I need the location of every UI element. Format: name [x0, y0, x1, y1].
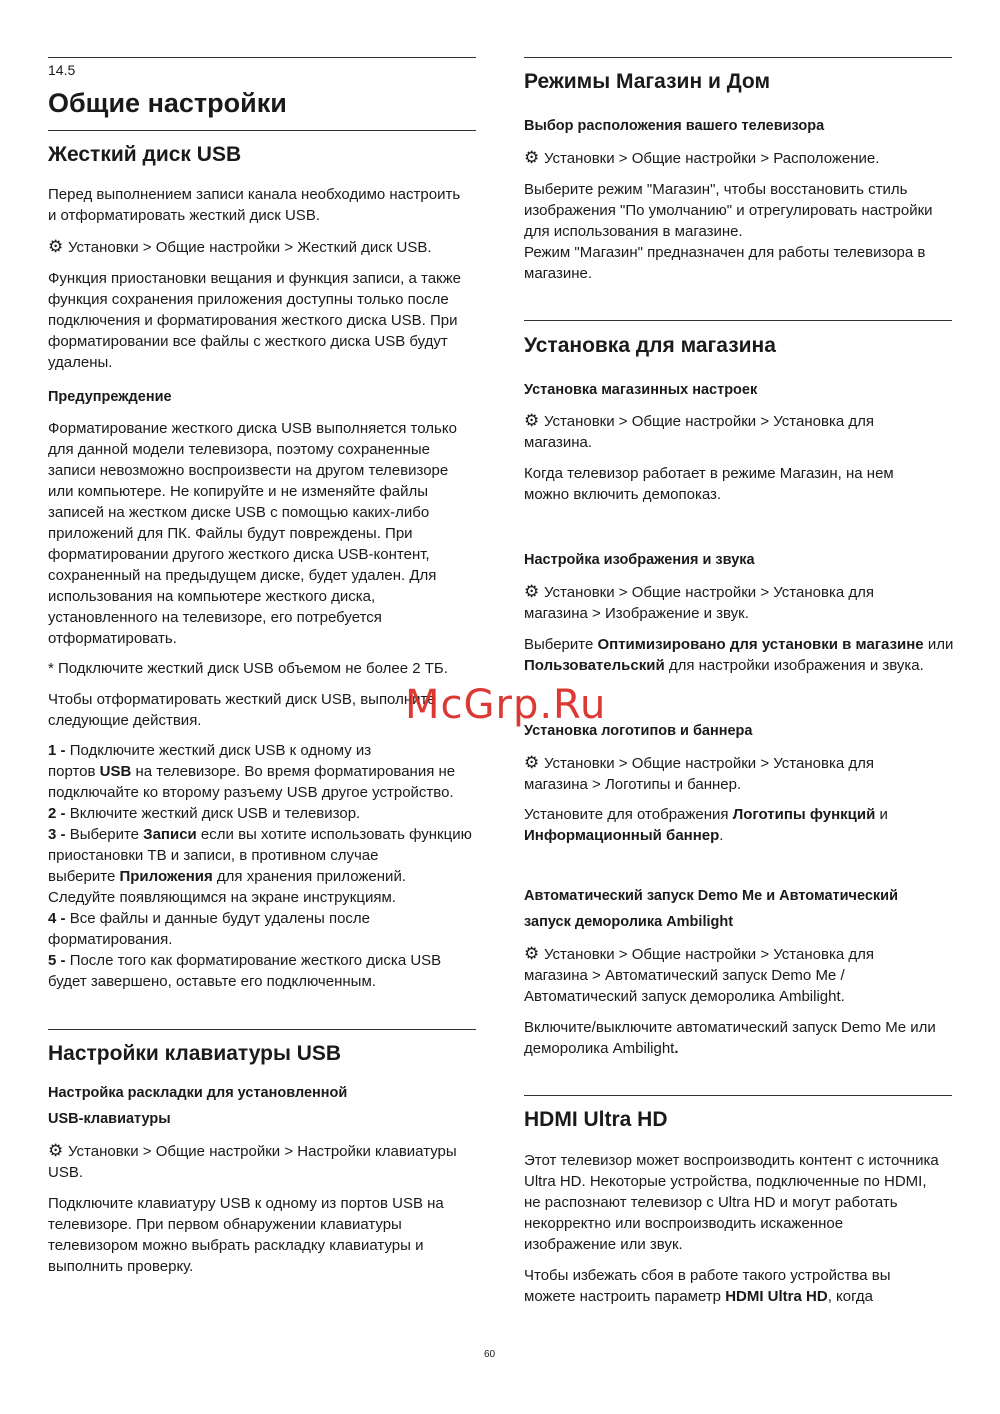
- text-run: для хранения приложений. Следуйте появляющимся на экране инструкциям.: [48, 868, 406, 906]
- hdmi-text-1: Этот телевизор может воспроизводить контент с источника Ultra HD. Некоторые устройства, подключенные по HDMI, не распознают телевизор с Ultra HD и могут работать некорректно или воспроизводить искаженное изображение или звук.: [524, 1152, 939, 1253]
- text-run: .: [719, 827, 724, 844]
- keyboard-text: Подключите клавиатуру USB к одному из портов USB на телевизоре. При первом обнаружении клавиатуры телевизором можно выбрать раскладку клавиатуры и выполнить проверку.: [48, 1195, 444, 1275]
- text-run: Включите жесткий диск USB и телевизор.: [69, 805, 361, 822]
- gear-icon: ⚙: [524, 411, 540, 431]
- divider: [524, 320, 952, 321]
- path-text: Установки > Общие настройки > Жесткий диск USB.: [68, 239, 432, 256]
- divider: [48, 130, 476, 131]
- settings-path: [524, 944, 874, 1007]
- usb-disk-functions: Функция приостановки вещания и функция записи, а также функция сохранения приложения доступны только после подключения и форматирования жесткого диска USB. При форматировании все файлы с жесткого диска USB будут удалены.: [48, 270, 461, 371]
- bold-text: 1 -: [48, 742, 70, 759]
- heading-hdmi: HDMI Ultra HD: [524, 1108, 668, 1131]
- bold-text: .: [674, 1040, 679, 1057]
- format-step: [48, 950, 472, 992]
- text-run: на телевизоре. Во время форматирования не подключайте ко второму разъему USB другое устройство.: [48, 763, 456, 801]
- bold-text: Оптимизировано для установки в магазине: [597, 636, 924, 653]
- bold-text: USB: [99, 763, 132, 780]
- page-title: Общие настройки: [48, 88, 287, 118]
- settings-path: [524, 753, 874, 795]
- settings-path: [524, 411, 874, 453]
- format-step: [48, 803, 472, 824]
- heading-usb-keyboard: Настройки клавиатуры USB: [48, 1042, 342, 1065]
- settings-path: [48, 237, 432, 258]
- size-note: * Подключите жесткий диск USB объемом не более 2 ТБ.: [48, 660, 448, 677]
- text-run: Чтобы избежать сбоя в работе такого устройства вы можете настроить параметр: [524, 1267, 891, 1305]
- bold-text: Логотипы функций: [732, 806, 876, 823]
- logos-subheading: Установка логотипов и баннера: [524, 723, 753, 739]
- bold-text: 3 -: [48, 826, 70, 843]
- path-text: Установки > Общие настройки > Установка для магазина > Изображение и звук.: [524, 584, 874, 622]
- text-run: Все файлы и данные будут удалены после форматирования.: [48, 910, 371, 948]
- text-run: , когда: [827, 1288, 874, 1305]
- gear-icon: ⚙: [48, 237, 64, 257]
- text-run: для настройки изображения и звука.: [664, 657, 924, 674]
- bold-text: Информационный баннер: [524, 827, 720, 844]
- path-text: Установки > Общие настройки > Установка для магазина > Логотипы и баннер.: [524, 755, 874, 793]
- path-text: Установки > Общие настройки > Настройки клавиатуры USB.: [48, 1143, 457, 1181]
- bold-text: Приложения: [119, 868, 213, 885]
- keyboard-subheading: Настройка раскладки для установленной USB-клавиатуры: [48, 1085, 348, 1127]
- gear-icon: ⚙: [524, 753, 540, 773]
- text-run: Выберите: [69, 826, 144, 843]
- demo-subheading: Автоматический запуск Demo Me и Автоматический запуск деморолика Ambilight: [524, 888, 898, 930]
- path-text: Установки > Общие настройки > Расположение.: [544, 150, 880, 167]
- heading-modes: Режимы Магазин и Дом: [524, 70, 771, 93]
- bold-text: HDMI Ultra HD: [725, 1288, 828, 1305]
- format-intro: Чтобы отформатировать жесткий диск USB, выполните следующие действия.: [48, 691, 436, 729]
- heading-usb-disk: Жесткий диск USB: [48, 143, 242, 166]
- warning-text: Форматирование жесткого диска USB выполняется только для данной модели телевизора, поэтому сохраненные записи невозможно воспроизвести на другом телевизоре или компьютере. Не копируйте и не изменяйте файлы записей на жестком диске USB с помощью каких-либо приложений для ПК. Файлы будут повреждены. При форматировании другого жесткого диска USB-контент, сохраненный на предыдущем диске, будет удален. Для использования на компьютере жесткого диска, установленного на телевизоре, его потребуется отформатировать.: [48, 420, 457, 647]
- text-run: Установите для отображения: [524, 806, 733, 823]
- logos-text: [524, 804, 888, 846]
- watermark-logo: McGrp.Ru: [405, 682, 607, 728]
- gear-icon: ⚙: [524, 148, 540, 168]
- section-number: 14.5: [48, 62, 76, 78]
- usb-disk-intro: Перед выполнением записи канала необходимо настроить и отформатировать жесткий диск USB.: [48, 186, 461, 224]
- path-text: Установки > Общие настройки > Установка для магазина.: [524, 413, 874, 451]
- text-run: Включите/выключите автоматический запуск Demo Me или деморолика Ambilight: [524, 1019, 936, 1057]
- settings-path: [524, 148, 879, 169]
- path-text: Установки > Общие настройки > Установка для магазина > Автоматический запуск Demo Me / Автоматический запуск деморолика Ambilight.: [524, 946, 874, 1005]
- format-step: [48, 740, 472, 803]
- bold-text: 2 -: [48, 805, 70, 822]
- modes-subheading: Выбор расположения вашего телевизора: [524, 118, 825, 134]
- settings-path: [524, 582, 874, 624]
- divider: [524, 1095, 952, 1096]
- text-run: Выберите: [524, 636, 598, 653]
- gear-icon: ⚙: [524, 582, 540, 602]
- text-run: если вы хотите использовать функцию приостановки ТВ и записи, в противном случае выберите: [48, 826, 472, 885]
- divider: [524, 57, 952, 58]
- format-step: [48, 824, 472, 908]
- format-steps: [48, 740, 472, 992]
- page-number: 60: [484, 1349, 496, 1360]
- gear-icon: ⚙: [48, 1141, 64, 1161]
- divider: [48, 57, 476, 58]
- shop-settings-subheading: Установка магазинных настроек: [524, 382, 758, 398]
- settings-path: [48, 1141, 457, 1183]
- text-run: Подключите жесткий диск USB к одному из портов: [48, 742, 372, 780]
- warning-heading: Предупреждение: [48, 389, 172, 405]
- text-run: или: [927, 636, 954, 653]
- divider: [48, 1029, 476, 1030]
- bold-text: 4 -: [48, 910, 70, 927]
- modes-text: Выберите режим "Магазин", чтобы восстановить стиль изображения "По умолчанию" и отрегулировать настройки для использования в магазине. Режим "Магазин" предназначен для работы телевизора в магазине.: [524, 181, 933, 282]
- text-run: и: [879, 806, 888, 823]
- demo-text: [524, 1017, 936, 1059]
- format-step: [48, 908, 472, 950]
- picture-sound-subheading: Настройка изображения и звука: [524, 552, 755, 568]
- text-run: После того как форматирование жесткого диска USB будет завершено, оставьте его подключенным.: [48, 952, 442, 990]
- gear-icon: ⚙: [524, 944, 540, 964]
- hdmi-text-2: [524, 1265, 891, 1307]
- heading-shop-setup: Установка для магазина: [524, 334, 776, 357]
- bold-text: Записи: [143, 826, 197, 843]
- shop-settings-text: Когда телевизор работает в режиме Магазин, на нем можно включить демопоказ.: [524, 465, 894, 503]
- bold-text: 5 -: [48, 952, 70, 969]
- picture-sound-text: [524, 634, 953, 676]
- bold-text: Пользовательский: [524, 657, 665, 674]
